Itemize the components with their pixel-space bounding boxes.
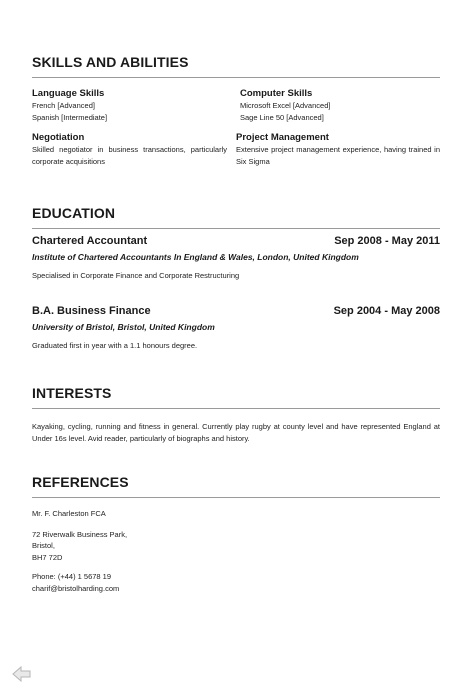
education-heading: EDUCATION bbox=[32, 205, 440, 229]
education-institution: Institute of Chartered Accountants In England & Wales, London, United Kingdom bbox=[32, 252, 359, 262]
education-degree: B.A. Business Finance bbox=[32, 305, 151, 317]
education-entry bbox=[32, 235, 440, 280]
negotiation-text: Skilled negotiator in business transactions, particularly corporate acquisitions bbox=[32, 145, 227, 166]
language-skills bbox=[32, 88, 227, 123]
negotiation-skill bbox=[32, 132, 227, 167]
education-dates: Sep 2008 - May 2011 bbox=[334, 235, 440, 247]
project-management-heading: Project Management bbox=[236, 132, 329, 143]
computer-skills bbox=[240, 88, 435, 123]
reference-name: Mr. F. Charleston FCA bbox=[32, 509, 106, 518]
language-skill-line: French [Advanced] bbox=[32, 101, 95, 110]
reference-address-line: Bristol, bbox=[32, 541, 55, 550]
education-description: Graduated first in year with a 1.1 honours degree. bbox=[32, 341, 198, 350]
back-arrow-icon[interactable] bbox=[12, 666, 32, 682]
language-skills-heading: Language Skills bbox=[32, 88, 105, 99]
computer-skill-line: Microsoft Excel [Advanced] bbox=[240, 101, 331, 110]
skills-section bbox=[32, 54, 440, 188]
computer-skill-line: Sage Line 50 [Advanced] bbox=[240, 112, 324, 122]
project-management-skill bbox=[236, 132, 440, 167]
references-heading: REFERENCES bbox=[32, 474, 440, 498]
education-section bbox=[32, 205, 440, 350]
skills-grid bbox=[32, 78, 440, 188]
interests-section bbox=[32, 385, 440, 444]
education-entry bbox=[32, 305, 440, 350]
reference-address bbox=[32, 529, 440, 564]
education-dates: Sep 2004 - May 2008 bbox=[333, 305, 440, 317]
negotiation-heading: Negotiation bbox=[32, 132, 85, 143]
references-section bbox=[32, 474, 440, 594]
education-institution: University of Bristol, Bristol, United Kingdom bbox=[32, 322, 215, 332]
interests-heading: INTERESTS bbox=[32, 385, 440, 409]
education-degree: Chartered Accountant bbox=[32, 235, 148, 247]
reference-phone: Phone: (+44) 1 5678 19 bbox=[32, 572, 112, 581]
reference-address-line: BH7 72D bbox=[32, 552, 63, 562]
skills-heading: SKILLS AND ABILITIES bbox=[32, 54, 440, 78]
reference-email[interactable]: charif@bristolharding.com bbox=[32, 583, 120, 593]
project-management-text: Extensive project management experience, having trained in Six Sigma bbox=[236, 145, 440, 166]
computer-skills-heading: Computer Skills bbox=[240, 88, 313, 99]
interests-text: Kayaking, cycling, running and fitness in general. Currently play rugby at county level and have represented England at Under 16s level. Avid reader, particularly of biographs and history. bbox=[32, 422, 440, 443]
education-description: Specialised in Corporate Finance and Corporate Restructuring bbox=[32, 271, 240, 280]
language-skill-line: Spanish [Intermediate] bbox=[32, 112, 108, 122]
reference-address-line: 72 Riverwalk Business Park, bbox=[32, 529, 128, 539]
